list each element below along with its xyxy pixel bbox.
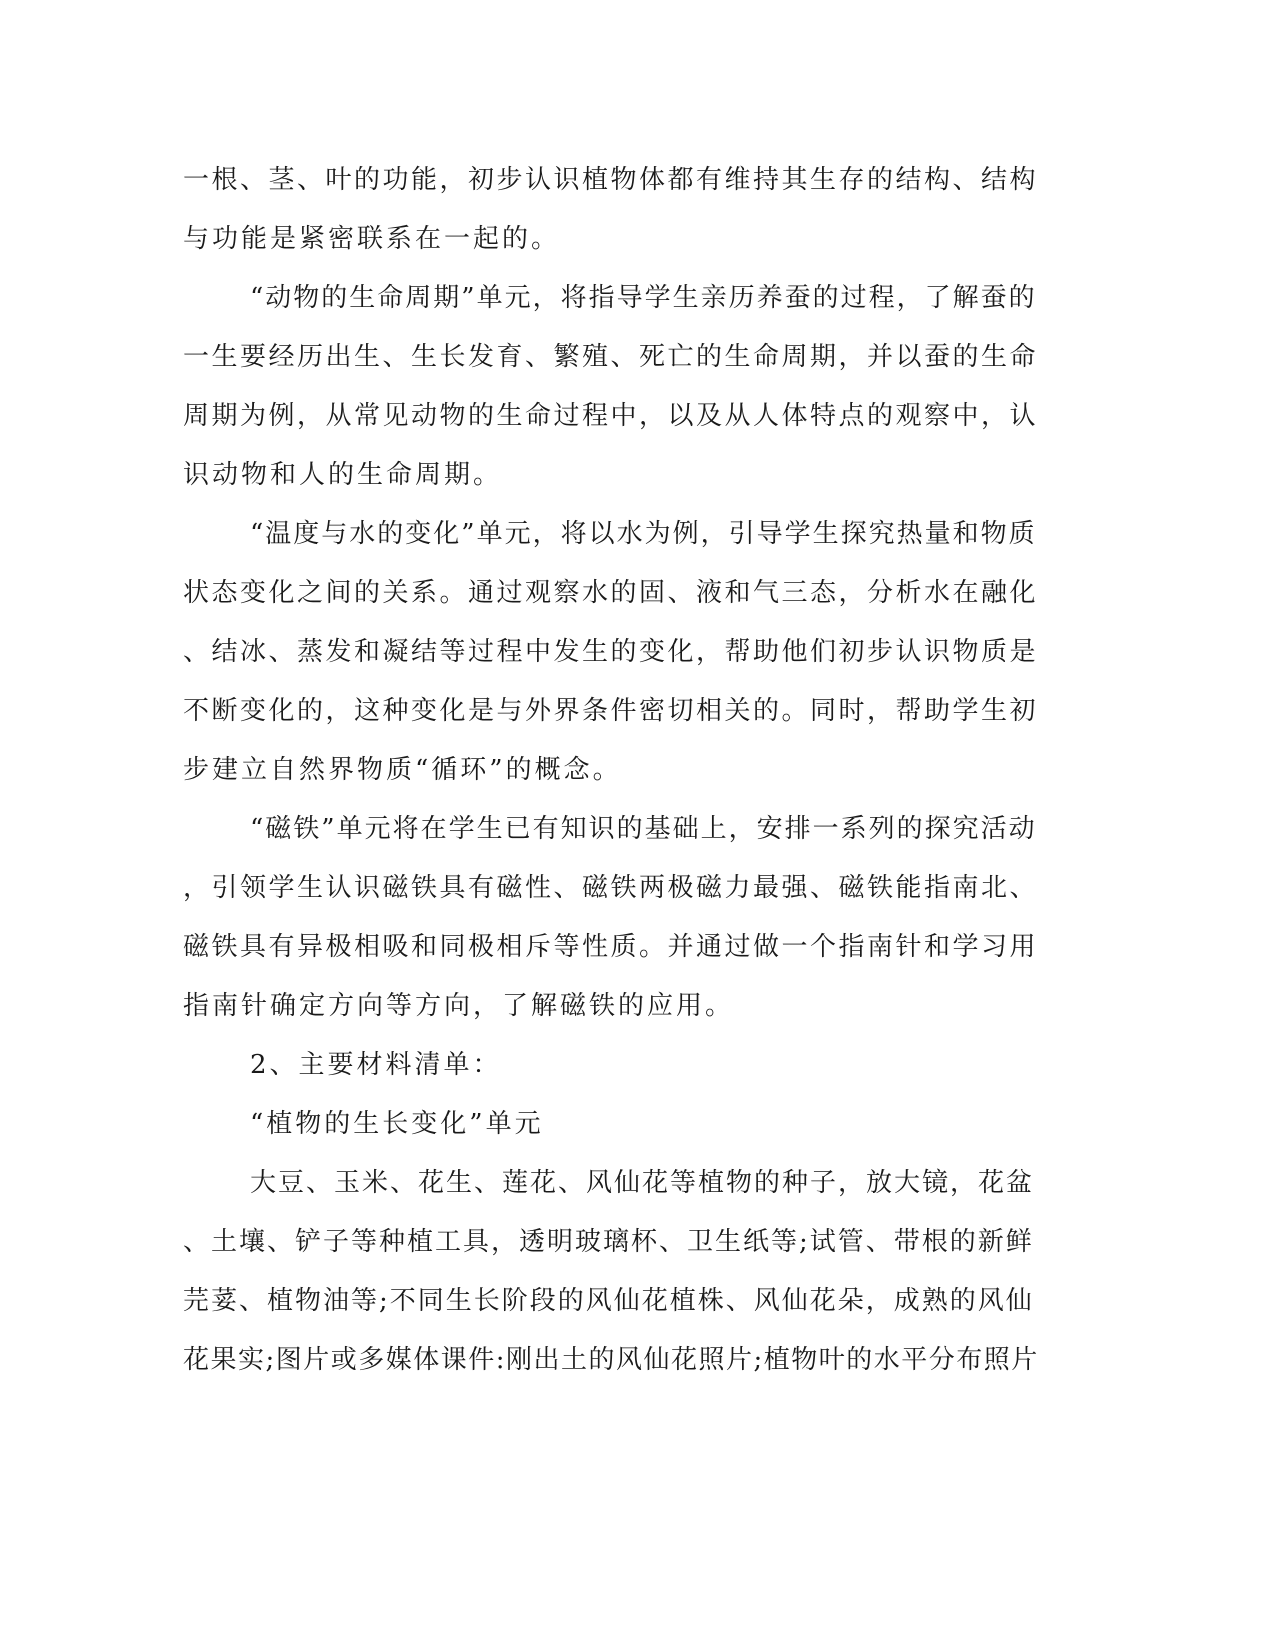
paragraph-start-line: “动物的生命周期”单元，将指导学生亲历养蚕的过程，了解蚕的 [250, 283, 1037, 313]
section-heading: 2、主要材料清单： [250, 1050, 502, 1080]
text-line: 状态变化之间的关系。通过观察水的固、液和气三态，分析水在融化 [183, 578, 1039, 608]
text-line: ，引领学生认识磁铁具有磁性、磁铁两极磁力最强、磁铁能指南北、 [183, 873, 1039, 903]
text-line: 不断变化的，这种变化是与外界条件密切相关的。同时，帮助学生初 [183, 696, 1039, 726]
text-line: 一生要经历出生、生长发育、繁殖、死亡的生命周期，并以蚕的生命 [183, 342, 1039, 372]
text-line: 磁铁具有异极相吸和同极相斥等性质。并通过做一个指南针和学习用 [183, 932, 1039, 962]
paragraph-start-line: 大豆、玉米、花生、莲花、风仙花等植物的种子，放大镜，花盆 [250, 1168, 1035, 1198]
text-line: 一根、茎、叶的功能，初步认识植物体都有维持其生存的结构、结构 [183, 165, 1039, 195]
text-line: 花果实;图片或多媒体课件:刚出土的风仙花照片;植物叶的水平分布照片 [183, 1345, 1039, 1375]
text-line: 、土壤、铲子等种植工具，透明玻璃杯、卫生纸等;试管、带根的新鲜 [183, 1227, 1034, 1257]
paragraph-start-line: “磁铁”单元将在学生已有知识的基础上，安排一系列的探究活动 [250, 814, 1037, 844]
text-line: 识动物和人的生命周期。 [183, 460, 503, 490]
paragraph-start-line: “温度与水的变化”单元，将以水为例，引导学生探究热量和物质 [250, 519, 1037, 549]
text-line: 步建立自然界物质“循环”的概念。 [183, 755, 622, 785]
text-line: 与功能是紧密联系在一起的。 [183, 224, 561, 254]
text-line: 指南针确定方向等方向，了解磁铁的应用。 [183, 991, 735, 1021]
text-line: 周期为例，从常见动物的生命过程中，以及从人体特点的观察中，认 [183, 401, 1039, 431]
text-line: 芫荽、植物油等;不同生长阶段的风仙花植株、风仙花朵，成熟的风仙 [183, 1286, 1034, 1316]
text-line: 、结冰、蒸发和凝结等过程中发生的变化，帮助他们初步认识物质是 [183, 637, 1039, 667]
unit-heading: “植物的生长变化”单元 [250, 1109, 544, 1139]
